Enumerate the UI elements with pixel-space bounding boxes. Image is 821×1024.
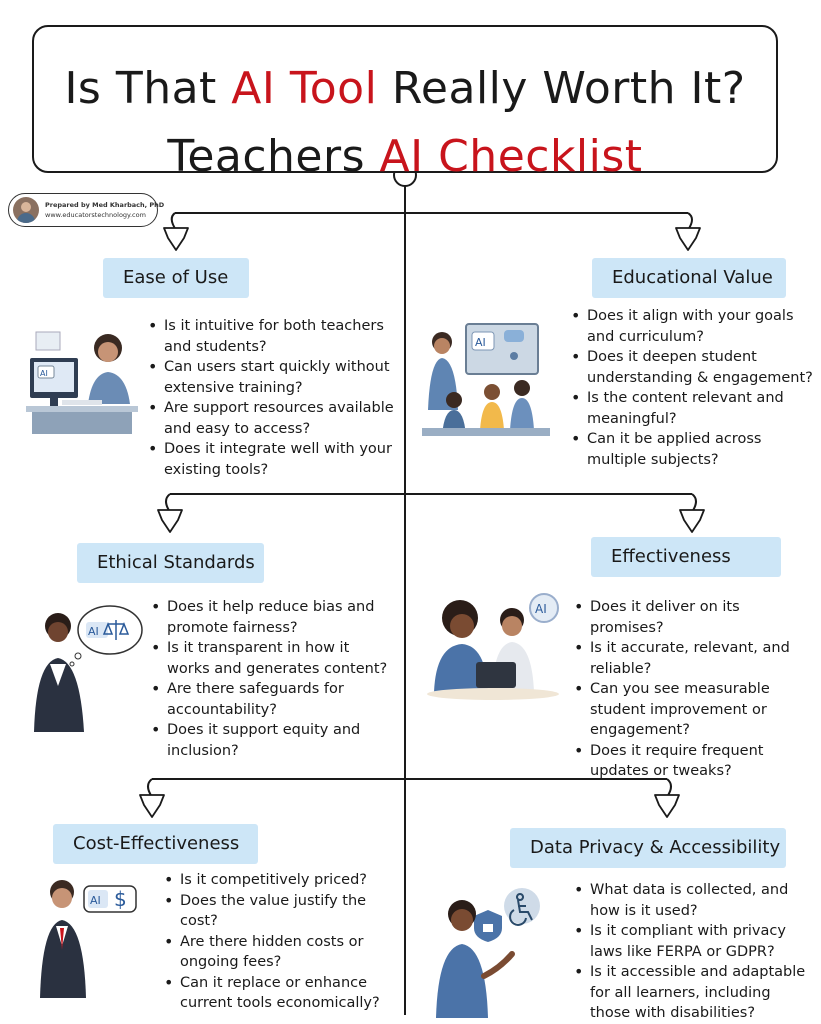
arrow-educational [676,228,700,250]
list-item: • Are there hidden costs or ongoing fees? [162,932,398,973]
arrow-effectiveness [680,510,704,532]
heading-educational-value: Educational Value [592,258,786,298]
heading-ease-of-use: Ease of Use [103,258,249,298]
ethical-standards-list [149,597,395,761]
thinking-woman-illustration [28,586,144,732]
effectiveness-list [572,597,802,782]
list-item: • Does it integrate well with your existing tools? [146,439,396,480]
ai-label: AI [90,894,101,907]
ease-of-use-list [146,316,396,480]
list-item: • Is it transparent in how it works and generates content? [149,638,395,679]
avatar [13,197,39,223]
list-item: • Can users start quickly without extensive training? [146,357,396,398]
list-item: • What data is collected, and how is it used? [572,880,810,921]
list-item: • Can you see measurable student improvement or engagement? [572,679,802,741]
arrow-cost [140,795,164,817]
ai-label: AI [475,336,486,349]
list-item: • Is it intuitive for both teachers and students? [146,316,396,357]
dollar-icon: $ [114,887,127,911]
teacher-computer-illustration [22,326,138,436]
thinking-man-illustration [36,858,144,998]
list-item: • Does it deliver on its promises? [572,597,802,638]
educational-value-list [569,306,814,470]
list-item: • Is it accessible and adaptable for all learners, including those with disabilities? [572,962,810,1024]
list-item: • Are there safeguards for accountability? [149,679,395,720]
heading-effectiveness: Effectiveness [591,537,781,577]
heading-cost-effectiveness: Cost-Effectiveness [53,824,258,864]
privacy-woman-illustration [428,884,544,1018]
ai-label: AI [88,625,99,638]
list-item: • Does it align with your goals and curriculum? [569,306,814,347]
data-privacy-list [572,880,810,1024]
arrow-ease [164,228,188,250]
students-tablet-illustration [426,592,560,702]
list-item: • Is it competitively priced? [162,870,398,891]
page-subtitle: Teachers AI Checklist [167,131,643,182]
heading-data-privacy: Data Privacy & Accessibility [510,828,786,868]
ai-label: AI [40,369,48,378]
list-item: • Does it require frequent updates or tweaks? [572,741,802,782]
list-item: • Is it accurate, relevant, and reliable? [572,638,802,679]
author-url: www.educatorstechnology.com [45,211,146,219]
list-item: • Are support resources available and easy to access? [146,398,396,439]
list-item: • Can it be applied across multiple subjects? [569,429,814,470]
author-credit-badge [8,193,165,227]
list-item: • Does it support equity and inclusion? [149,720,395,761]
ai-label: AI [535,602,547,616]
classroom-illustration [422,320,550,438]
arrow-ethical [158,510,182,532]
author-name: Prepared by Med Kharbach, PhD [45,201,165,209]
list-item: • Is it compliant with privacy laws like FERPA or GDPR? [572,921,810,962]
list-item: • Does it deepen student understanding & engagement? [569,347,814,388]
cost-effectiveness-list [162,870,398,1014]
list-item: • Does it help reduce bias and promote fairness? [149,597,395,638]
list-item: • Can it replace or enhance current tools economically? [162,973,398,1014]
title-box [32,25,778,182]
page-title: Is That AI Tool Really Worth It? [64,63,746,114]
heading-ethical-standards: Ethical Standards [77,543,264,583]
list-item: • Is the content relevant and meaningful? [569,388,814,429]
list-item: • Does the value justify the cost? [162,891,398,932]
arrow-privacy [655,795,679,817]
